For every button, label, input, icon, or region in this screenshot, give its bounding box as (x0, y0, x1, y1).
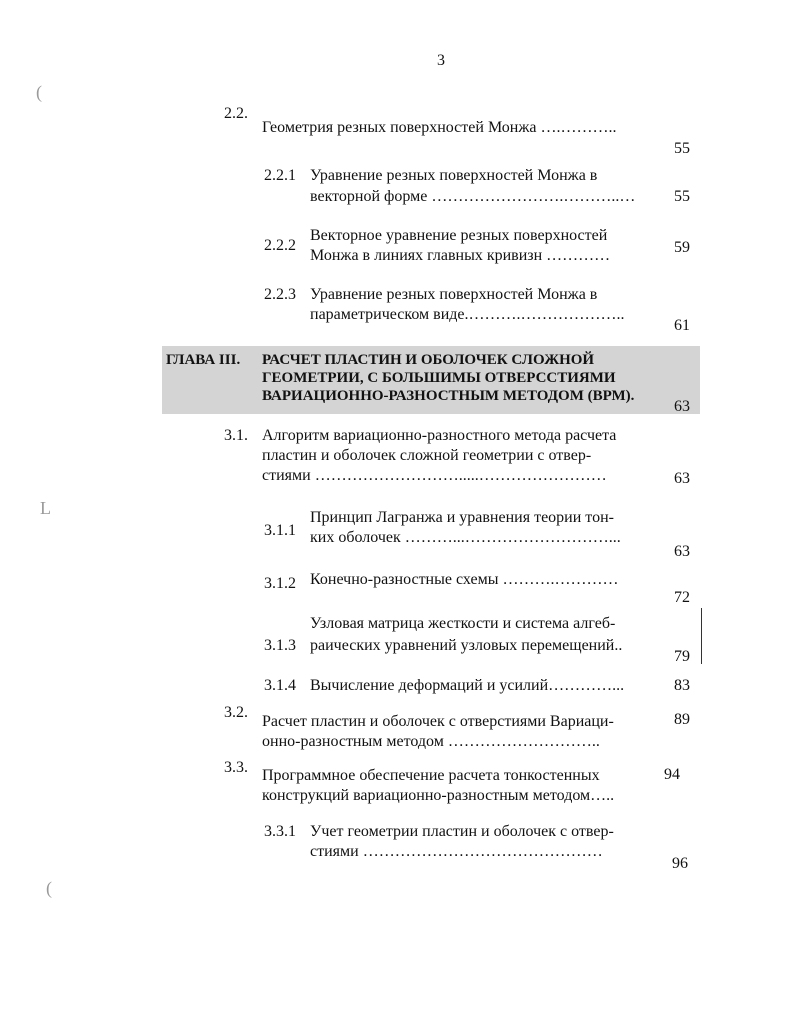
entry-title-line: Расчет пластин и оболочек с отверстиями Вариаци- (262, 713, 614, 730)
entry-title-line: раических уравнений узловых перемещений.. (310, 637, 623, 654)
entry-page: 63 (674, 543, 690, 560)
entry-title-line: параметрическом виде.……….……………….. (310, 306, 625, 323)
entry-title-line: Векторное уравнение резных поверхностей (310, 227, 608, 244)
entry-title-line: ких оболочек ………...………………………... (310, 529, 621, 546)
entry-page: 63 (674, 398, 690, 415)
scan-mark-bottom-left: ( (46, 878, 52, 898)
entry-title-line: конструкций вариационно-разностным методом….. (262, 787, 615, 804)
entry-title-line: Конечно-разностные схемы ……….………… (310, 571, 619, 588)
chapter-number: ГЛАВА III. (166, 352, 241, 368)
entry-title-line: онно-разностным методом ……………………….. (262, 733, 600, 750)
entry-page: 61 (674, 317, 690, 334)
entry-page: 83 (674, 677, 690, 694)
entry-title-line: Программное обеспечение расчета тонкостенных (262, 767, 600, 784)
entry-title-line: Уравнение резных поверхностей Монжа в (310, 167, 598, 184)
section-number: 3.3. (224, 759, 248, 776)
entry-title-line: Узловая матрица жесткости и система алгеб- (310, 615, 616, 632)
section-number: 3.1.2 (264, 575, 296, 592)
entry-title-line: Принцип Лагранжа и уравнения теории тон- (310, 509, 614, 526)
section-number: 3.1. (224, 427, 248, 444)
entry-page: 72 (674, 589, 690, 606)
page-number: 3 (437, 52, 445, 69)
section-number: 3.1.3 (264, 637, 296, 654)
entry-title-line: векторной форме …………………….………..… (310, 188, 636, 205)
section-number: 2.2. (224, 105, 248, 122)
section-number: 3.3.1 (264, 823, 296, 840)
chapter-title-line: ГЕОМЕТРИИ, С БОЛЬШИМЫ ОТВЕРССТИЯМИ (262, 370, 616, 386)
entry-title-line: Учет геометрии пластин и оболочек с отвер- (310, 823, 614, 840)
section-number: 3.2. (224, 704, 248, 721)
section-number: 2.2.1 (264, 167, 296, 184)
section-number: 2.2.2 (264, 237, 296, 254)
entry-page: 96 (672, 855, 688, 872)
entry-title-line: пластин и оболочек сложной геометрии с отвер- (262, 447, 592, 464)
section-number: 2.2.3 (264, 286, 296, 303)
entry-page: 55 (674, 140, 690, 157)
margin-line (701, 608, 702, 664)
entry-title-line: стиями ……………………….....…………………… (262, 467, 607, 484)
scan-mark-top-left: ( (36, 82, 42, 102)
chapter-title-line: ВАРИАЦИОННО-РАЗНОСТНЫМ МЕТОДОМ (ВРМ). (262, 388, 635, 404)
entry-title-line: стиями ……………………………………… (310, 843, 603, 860)
entry-page: 59 (674, 239, 690, 256)
section-number: 3.1.1 (264, 522, 296, 539)
entry-page: 89 (674, 711, 690, 728)
entry-title-line: Монжа в линиях главных кривизн ………… (310, 247, 611, 264)
scan-mark-middle-left: L (40, 498, 51, 518)
entry-page: 94 (664, 766, 680, 783)
entry-title-line: Алгоритм вариационно-разностного метода расчета (262, 427, 617, 444)
entry-page: 55 (674, 188, 690, 205)
entry-title-line: Геометрия резных поверхностей Монжа ….……….. (262, 119, 617, 136)
entry-page: 63 (674, 470, 690, 487)
entry-title-line: Вычисление деформаций и усилий…………... (310, 677, 625, 694)
entry-title-line: Уравнение резных поверхностей Монжа в (310, 286, 598, 303)
chapter-title-line: РАСЧЕТ ПЛАСТИН И ОБОЛОЧЕК СЛОЖНОЙ (262, 352, 595, 368)
section-number: 3.1.4 (264, 677, 296, 694)
entry-page: 79 (674, 648, 690, 665)
